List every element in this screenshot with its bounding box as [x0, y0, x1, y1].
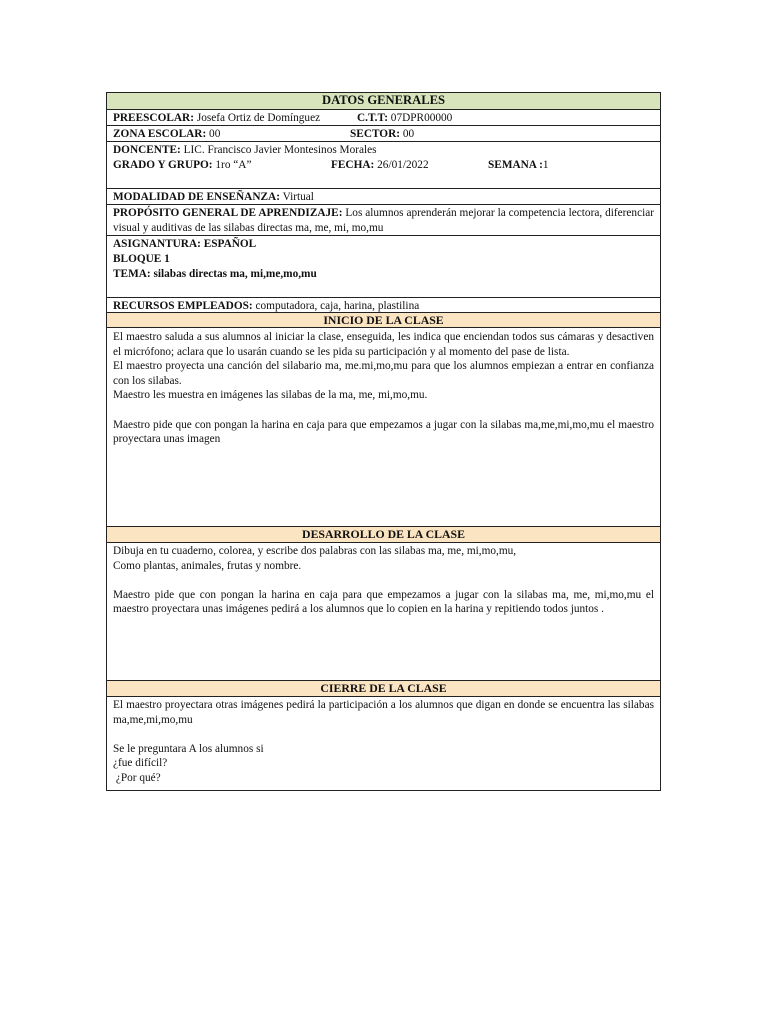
- preescolar-value: Josefa Ortiz de Domínguez: [196, 112, 321, 124]
- ctt-value: 07DPR00000: [390, 112, 453, 124]
- inicio-paragraph-1: El maestro saluda a sus alumnos al iniciar la clase, enseguida, les indica que enciendan todos sus cámaras y desactiven el micrófono; aclara que lo usarán cuando se les pida su participación y al momento del pase de lista.: [113, 331, 654, 358]
- recursos-value: computadora, caja, harina, plastilina: [255, 300, 420, 312]
- recursos-label: RECURSOS EMPLEADOS:: [113, 300, 253, 312]
- preescolar-row: [107, 110, 660, 126]
- proposito-row: [107, 205, 660, 236]
- modalidad-value: Virtual: [282, 191, 314, 203]
- preescolar-label: PREESCOLAR:: [113, 112, 194, 124]
- zona-row: [107, 126, 660, 142]
- cierre-body: [107, 697, 660, 790]
- cierre-title: CIERRE DE LA CLASE: [320, 681, 447, 695]
- grado-label: GRADO Y GRUPO:: [113, 159, 213, 171]
- cierre-line-3: ¿Por qué?: [113, 771, 161, 784]
- sector-value: 00: [402, 128, 415, 140]
- modalidad-label: MODALIDAD DE ENSEÑANZA:: [113, 191, 280, 203]
- asignatura-text: ASIGNANTURA: ESPAÑOL: [113, 238, 257, 250]
- docente-value: LIC. Francisco Javier Montesinos Morales: [183, 144, 377, 156]
- zona-label: ZONA ESCOLAR:: [113, 128, 207, 140]
- desarrollo-paragraph-1: Maestro pide que con pongan la harina en caja para que empezamos a jugar con la silabas ma, me, mi,mo,mu el maestro proyectara unas imágenes pedirá a los alumnos que lo copien en la harina y repitiendo todos juntos .: [113, 588, 654, 616]
- zona-value: 00: [209, 128, 221, 140]
- datos-generales-title: DATOS GENERALES: [321, 93, 446, 107]
- desarrollo-title: DESARROLLO DE LA CLASE: [302, 527, 465, 541]
- inicio-paragraph-4: Maestro pide que con pongan la harina en caja para que empezamos a jugar con la silabas ma,me,mi,mo,mu el maestro proyectara unas imagen: [113, 418, 654, 446]
- semana-value: 1: [542, 159, 549, 171]
- inicio-paragraph-3: Maestro les muestra en imágenes las silabas de la ma, me, mi,mo,mu.: [113, 389, 428, 402]
- inicio-paragraph-2: El maestro proyecta una canción del silabario ma, me.mi,mo,mu para que los alumnos empiezan a entrar en confianza con los silabas.: [113, 360, 654, 387]
- ctt-label: C.T.T:: [357, 112, 388, 124]
- recursos-row: [107, 298, 660, 313]
- proposito-label: PROPÓSITO GENERAL DE APRENDIZAJE:: [113, 207, 343, 219]
- fecha-value: 26/01/2022: [377, 159, 429, 171]
- desarrollo-line-2: Como plantas, animales, frutas y nombre.: [113, 559, 302, 572]
- inicio-header: [107, 313, 660, 328]
- sector-label: SECTOR:: [350, 128, 401, 140]
- datos-generales-header: [107, 93, 660, 110]
- cierre-line-2: ¿fue difícil?: [113, 757, 168, 770]
- semana-label: SEMANA :: [488, 159, 543, 171]
- cierre-line-1: Se le preguntara A los alumnos si: [113, 742, 264, 755]
- docente-label: DONCENTE:: [113, 144, 181, 156]
- inicio-title: INICIO DE LA CLASE: [323, 313, 444, 327]
- asignatura-row: [107, 236, 660, 298]
- modalidad-row: [107, 189, 660, 205]
- tema-label: TEMA:: [113, 268, 151, 280]
- cierre-header: [107, 681, 660, 697]
- desarrollo-body: [107, 543, 660, 681]
- fecha-label: FECHA:: [331, 159, 375, 171]
- lesson-plan-table: [106, 92, 661, 791]
- desarrollo-header: [107, 527, 660, 543]
- bloque-text: BLOQUE 1: [113, 253, 170, 265]
- cierre-paragraph-1: El maestro proyectara otras imágenes pedirá la participación a los alumnos que digan en donde se encuentra las silabas ma,me,mi,mo,mu: [113, 699, 654, 726]
- tema-value: silabas directas ma, mi,me,mo,mu: [153, 268, 317, 280]
- docente-row: [107, 142, 660, 189]
- grado-value: 1ro “A”: [215, 159, 252, 171]
- inicio-body: [107, 328, 660, 527]
- desarrollo-line-1: Dibuja en tu cuaderno, colorea, y escribe dos palabras con las silabas ma, me, mi,mo,mu,: [113, 545, 517, 557]
- proposito-value: Los alumnos aprenderán mejorar la competencia lectora, diferenciar visual y auditivas de las silabas directas ma, me, mi, mo,mu: [113, 207, 654, 234]
